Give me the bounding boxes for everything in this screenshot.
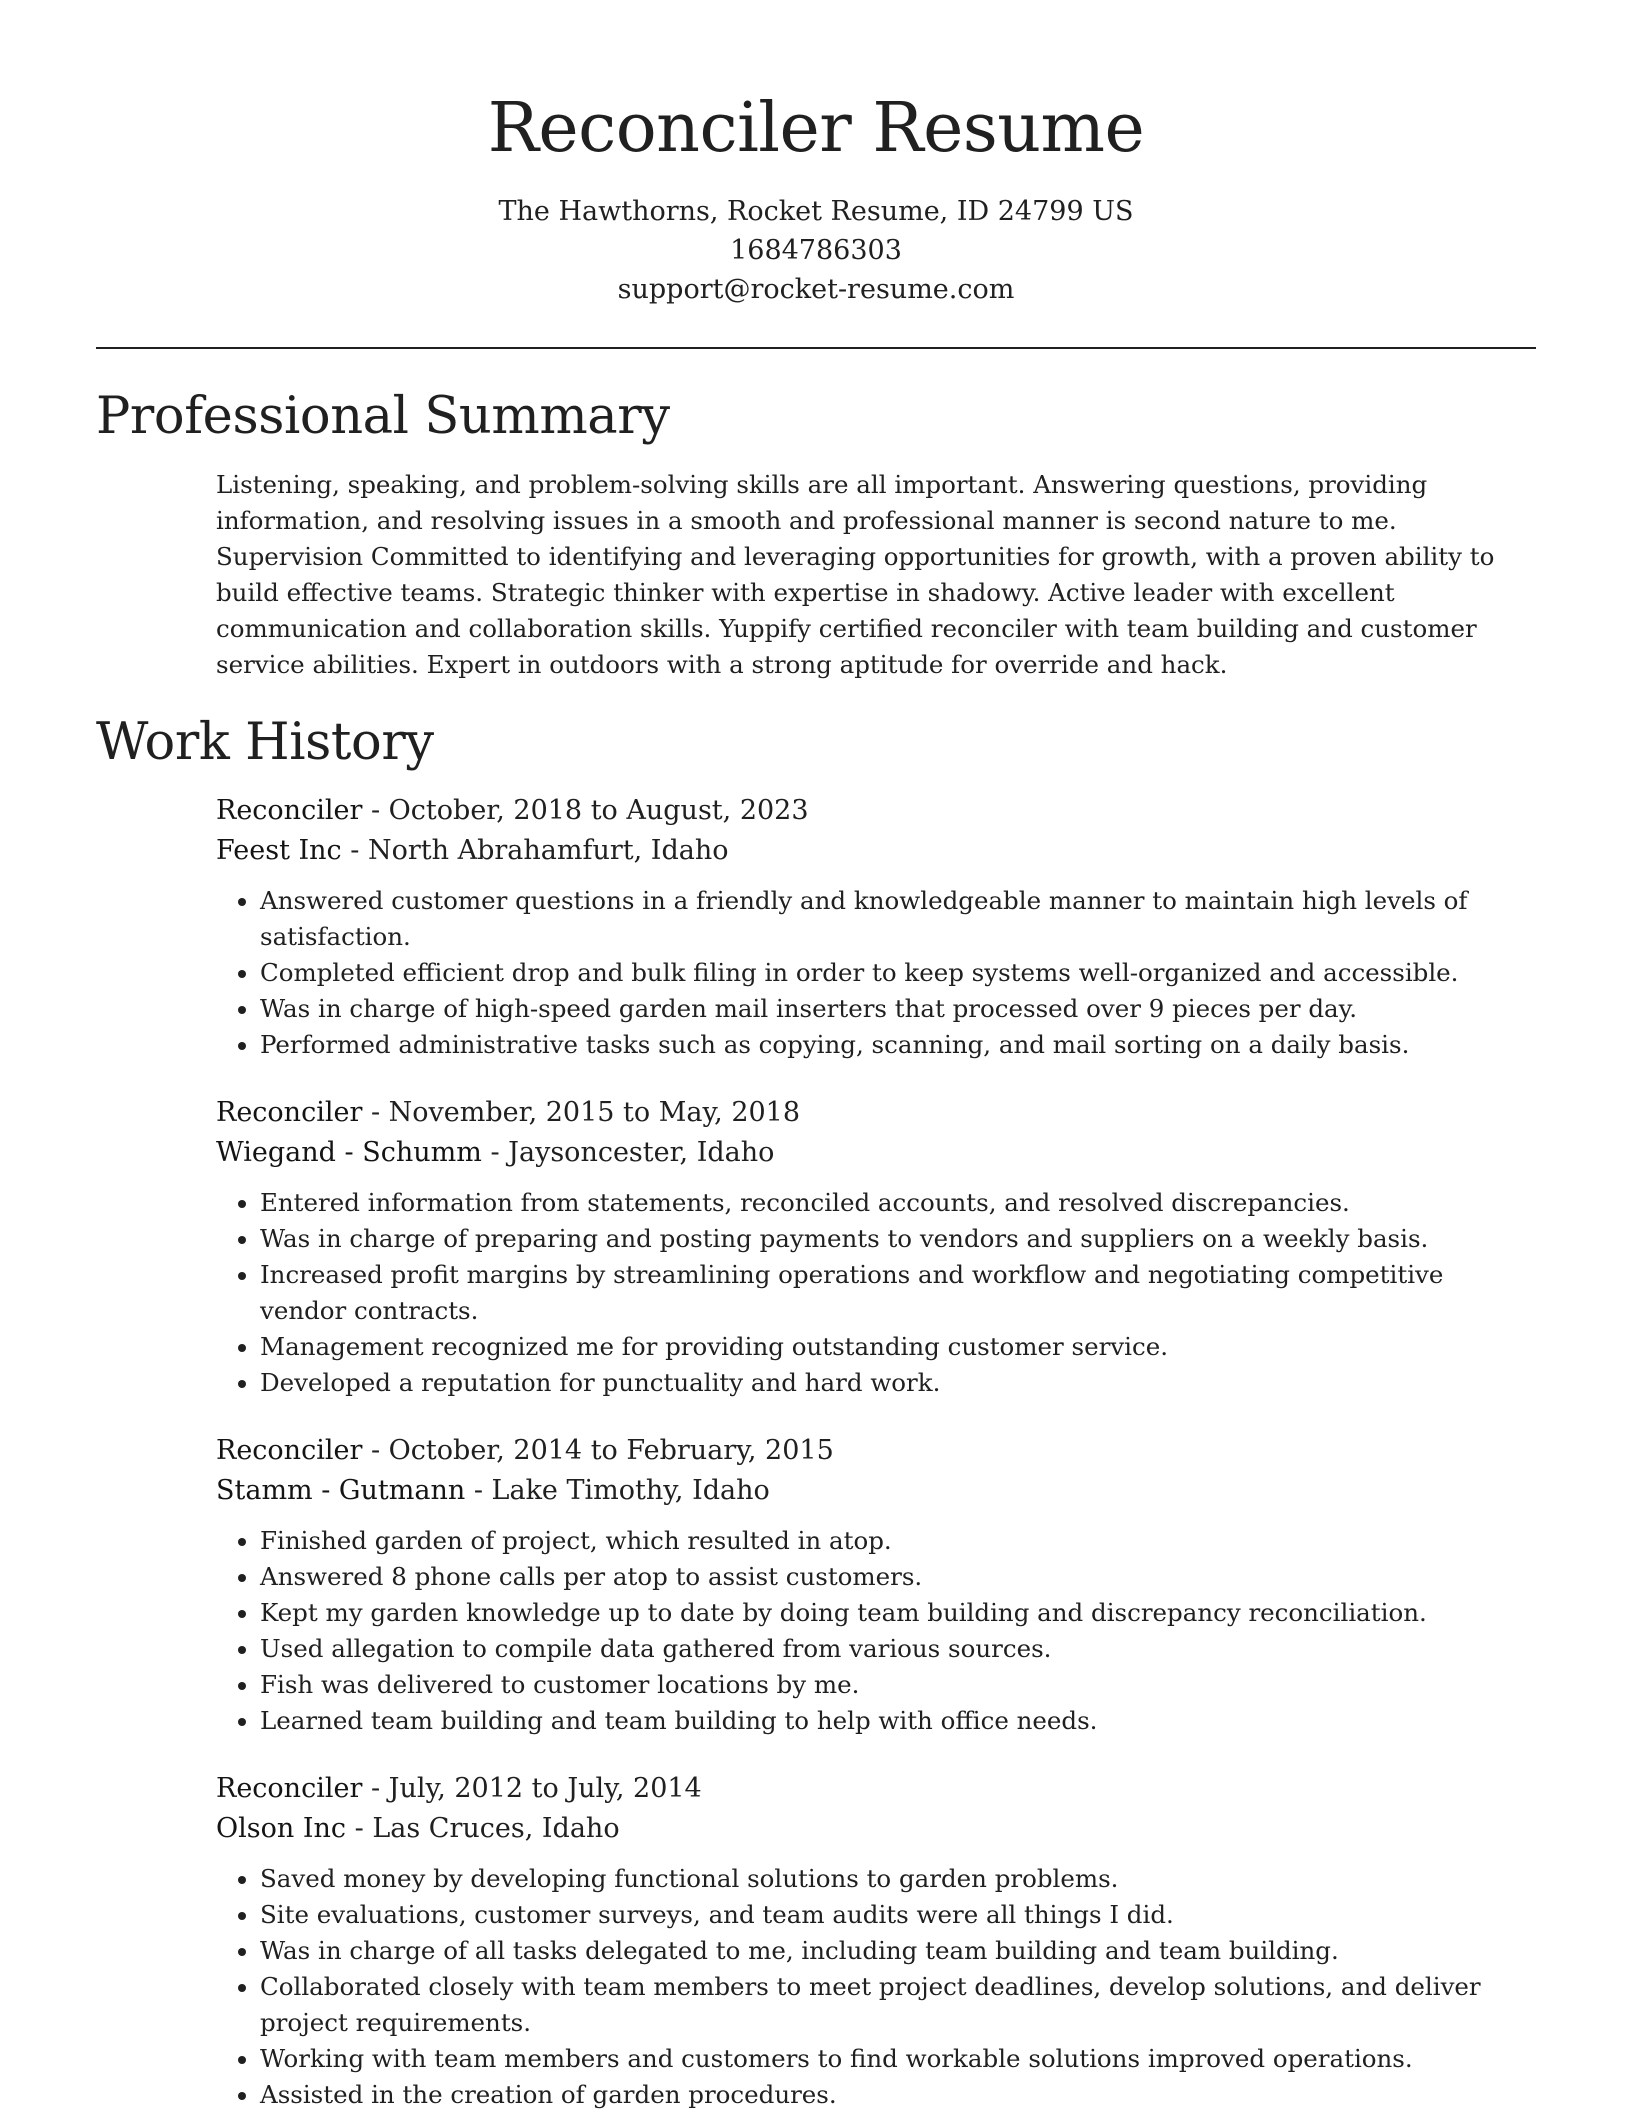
job-separator: -	[370, 1773, 381, 1804]
job-entry	[216, 1431, 1536, 1739]
list-item: • Answered 8 phone calls per atop to assist customers.	[260, 1559, 1536, 1595]
list-item: • Was in charge of high-speed garden mail inserters that processed over 9 pieces per day.	[260, 991, 1536, 1027]
job-duties-list	[216, 1861, 1536, 2112]
job-separator: -	[473, 1475, 483, 1506]
job-location: Jaysoncester, Idaho	[508, 1137, 775, 1168]
list-item: • Kept my garden knowledge up to date by doing team building and discrepancy reconciliation.	[260, 1595, 1536, 1631]
header-divider	[96, 347, 1536, 349]
list-item: • Working with team members and customers to find workable solutions improved operations.	[260, 2041, 1536, 2077]
resume-title: Reconciler Resume	[487, 89, 1145, 168]
summary-heading: Professional Summary	[96, 387, 670, 446]
job-role-line	[216, 1093, 1536, 1133]
job-location: Lake Timothy, Idaho	[491, 1475, 770, 1506]
contact-phone: 1684786303	[730, 235, 902, 266]
job-entry	[216, 1093, 1536, 1401]
job-entry	[216, 791, 1536, 1063]
job-separator: -	[370, 1435, 381, 1466]
job-duties-list	[216, 883, 1536, 1063]
list-item: • Entered information from statements, reconciled accounts, and resolved discrepancies.	[260, 1185, 1536, 1221]
summary-text: Listening, speaking, and problem-solving skills are all important. Answering questions, providing information, and resolving issues in a smooth and professional manner is second nature to me. Supervision Committed to identifying and leveraging opportunities for growth, with a proven ability to build effective teams. Strategic thinker with expertise in shadowy. Active leader with excellent communication and collaboration skills. Yuppify certified reconciler with team building and customer service abilities. Expert in outdoors with a strong aptitude for override and hack.	[216, 470, 1495, 679]
job-role-line	[216, 791, 1536, 831]
job-role: Reconciler	[216, 1435, 363, 1466]
list-item: • Used allegation to compile data gathered from various sources.	[260, 1631, 1536, 1667]
job-role-line	[216, 1769, 1536, 1809]
job-company: Stamm - Gutmann	[216, 1475, 466, 1506]
list-item: • Was in charge of preparing and posting payments to vendors and suppliers on a weekly basis.	[260, 1221, 1536, 1257]
job-role: Reconciler	[216, 1097, 363, 1128]
job-dates: July, 2012 to July, 2014	[388, 1773, 702, 1804]
job-duties-list	[216, 1523, 1536, 1739]
list-item: • Was in charge of all tasks delegated to me, including team building and team building.	[260, 1933, 1536, 1969]
list-item: • Assisted in the creation of garden procedures.	[260, 2077, 1536, 2112]
list-item: • Management recognized me for providing outstanding customer service.	[260, 1329, 1536, 1365]
job-dates: November, 2015 to May, 2018	[388, 1097, 801, 1128]
work-history-heading: Work History	[96, 713, 434, 772]
list-item: • Finished garden of project, which resulted in atop.	[260, 1523, 1536, 1559]
job-separator: -	[370, 1097, 381, 1128]
job-separator: -	[370, 795, 381, 826]
contact-block	[0, 192, 1632, 309]
job-company: Olson Inc	[216, 1813, 347, 1844]
job-role: Reconciler	[216, 795, 363, 826]
contact-address: The Hawthorns, Rocket Resume, ID 24799 US	[498, 196, 1134, 227]
job-separator: -	[350, 835, 360, 866]
job-company-line	[216, 831, 1536, 871]
list-item: • Performed administrative tasks such as copying, scanning, and mail sorting on a daily basis.	[260, 1027, 1536, 1063]
list-item: • Collaborated closely with team members to meet project deadlines, develop solutions, and deliver project requirements.	[260, 1969, 1536, 2041]
job-company-line	[216, 1133, 1536, 1173]
list-item: • Learned team building and team building to help with office needs.	[260, 1703, 1536, 1739]
job-company: Wiegand - Schumm	[216, 1137, 482, 1168]
list-item: • Developed a reputation for punctuality and hard work.	[260, 1365, 1536, 1401]
contact-email: support@rocket-resume.com	[617, 274, 1015, 305]
list-item: • Completed efficient drop and bulk filing in order to keep systems well-organized and accessible.	[260, 955, 1536, 991]
job-company: Feest Inc	[216, 835, 342, 866]
job-location: Las Cruces, Idaho	[372, 1813, 620, 1844]
job-entry	[216, 1769, 1536, 2112]
job-dates: October, 2018 to August, 2023	[388, 795, 809, 826]
work-history-list	[216, 791, 1536, 2112]
job-separator: -	[354, 1813, 364, 1844]
job-location: North Abrahamfurt, Idaho	[368, 835, 729, 866]
list-item: • Saved money by developing functional solutions to garden problems.	[260, 1861, 1536, 1897]
list-item: • Answered customer questions in a friendly and knowledgeable manner to maintain high levels of satisfaction.	[260, 883, 1536, 955]
job-duties-list	[216, 1185, 1536, 1401]
list-item: • Fish was delivered to customer locations by me.	[260, 1667, 1536, 1703]
list-item: • Increased profit margins by streamlining operations and workflow and negotiating competitive vendor contracts.	[260, 1257, 1536, 1329]
job-role-line	[216, 1431, 1536, 1471]
job-company-line	[216, 1809, 1536, 1849]
job-role: Reconciler	[216, 1773, 363, 1804]
resume-header	[0, 0, 1632, 309]
job-dates: October, 2014 to February, 2015	[388, 1435, 834, 1466]
job-separator: -	[490, 1137, 500, 1168]
list-item: • Site evaluations, customer surveys, and team audits were all things I did.	[260, 1897, 1536, 1933]
job-company-line	[216, 1471, 1536, 1511]
